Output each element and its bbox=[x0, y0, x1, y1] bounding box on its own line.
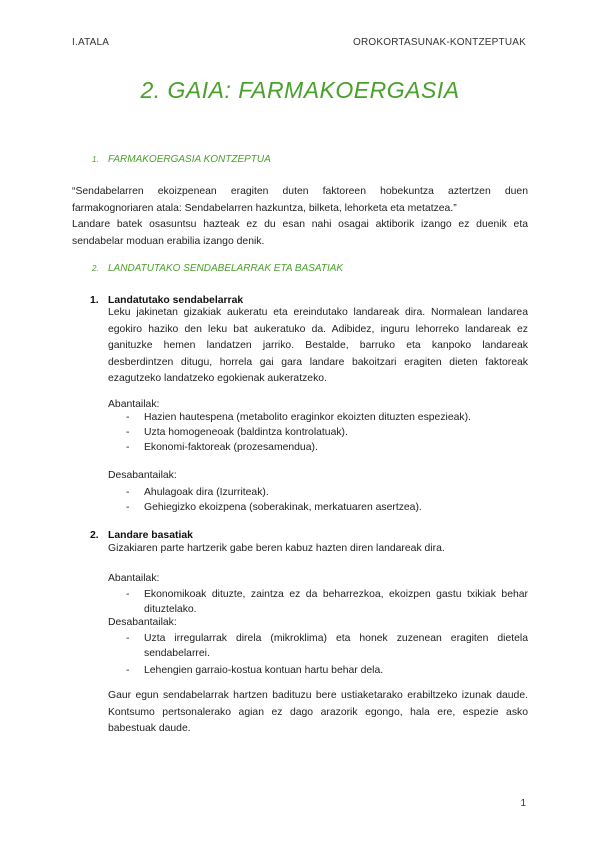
subsection-2-heading bbox=[90, 530, 193, 541]
section-1-number: 1. bbox=[92, 155, 99, 164]
header-left: I.ATALA bbox=[72, 37, 110, 48]
sub2-advantages-list bbox=[126, 587, 528, 617]
section-1-body bbox=[72, 184, 528, 250]
section-1-paragraph: Landare batek osasuntsu hazteak ez du esan nahi osagai aktiborik izango ez duenik eta sendabelar moduan erabilia izango denik. bbox=[72, 219, 528, 247]
subsection-1-title: Landatutako sendabelarrak bbox=[108, 295, 244, 306]
section-2-number: 2. bbox=[92, 264, 99, 273]
subsection-1-paragraph: Leku jakinetan gizakiak aukeratu eta ereindutako landareak dira. Normalean landarea egokiro haziko den leku bat aukeratuko da. Adibidez, inguru lehorreko landareak ez ganituzke hemen landatzen jarriko. Bestalde, barruko eta kanpoko landareak desberdintzen ditugu, horrela gai gara landare bakoitzari eragiten dieten faktoreak ezagutzeko landatzeko egokienak aukeratzeko. bbox=[108, 307, 528, 384]
closing-text bbox=[108, 688, 528, 738]
list-item: - Uzta irregularrak direla (mikroklima) eta honek zuzenean eragiten dietela sendabelarrei. bbox=[126, 633, 528, 659]
section-2-title: LANDATUTAKO SENDABELARRAK ETA BASATIAK bbox=[108, 263, 344, 274]
sub1-advantages-label: Abantailak: bbox=[108, 399, 160, 410]
subsection-2-number: 2. bbox=[90, 530, 99, 541]
sub1-disadvantages-list bbox=[126, 485, 528, 515]
section-1-title: FARMAKOERGASIA KONTZEPTUA bbox=[108, 154, 271, 165]
subsection-2-title: Landare basatiak bbox=[108, 530, 193, 541]
list-item: - Hazien hautespena (metabolito eraginkor ekoizten dituzten espezieak). bbox=[126, 412, 471, 423]
subsection-1-text bbox=[108, 305, 528, 388]
list-item: - Ahulagoak dira (Izurriteak). bbox=[126, 487, 269, 498]
closing-paragraph: Gaur egun sendabelarrak hartzen badituzu bere ustiaketarako erabiltzeko izunak daude. Kontsumo pertsonalerako agian ez dago arazorik egongo, hala ere, espezie asko babestuak daude. bbox=[108, 690, 528, 734]
page-number: 1 bbox=[520, 798, 526, 809]
section-2-heading bbox=[92, 263, 343, 274]
page-title: 2. GAIA: FARMAKOERGASIA bbox=[140, 77, 460, 103]
subsection-1-number: 1. bbox=[90, 295, 99, 306]
list-item: - Ekonomikoak dituzte, zaintza ez da beharrezkoa, ekoizpen gastu txikiak behar dituztelako. bbox=[126, 589, 528, 615]
list-item: - Ekonomi-faktoreak (prozesamendua). bbox=[126, 442, 318, 453]
subsection-2-text bbox=[108, 541, 528, 558]
section-1-heading bbox=[92, 154, 271, 165]
definition-quote: “Sendabelarren ekoizpenean eragiten duten faktoreen hobekuntza aztertzen duen farmakognoriaren atala: Sendabelarren hazkuntza, bilketa, lehorketa eta metatzea.” bbox=[72, 186, 528, 214]
sub2-advantages-label: Abantailak: bbox=[108, 573, 160, 584]
list-item: - Gehiegizko ekoizpena (soberakinak, merkatuaren asertzea). bbox=[126, 502, 422, 513]
list-item: - Lehengien garraio-kostua kontuan hartu behar dela. bbox=[126, 665, 384, 676]
header-right: OROKORTASUNAK-KONTZEPTUAK bbox=[353, 37, 526, 48]
sub1-disadvantages-label: Desabantailak: bbox=[108, 470, 177, 481]
sub1-advantages-list bbox=[126, 410, 528, 455]
sub2-disadvantages-list bbox=[126, 631, 528, 678]
sub2-disadvantages-label: Desabantailak: bbox=[108, 617, 177, 628]
list-item: - Uzta homogeneoak (baldintza kontrolatuak). bbox=[126, 427, 348, 438]
subsection-2-paragraph: Gizakiaren parte hartzerik gabe beren kabuz hazten diren landareak dira. bbox=[108, 543, 445, 554]
